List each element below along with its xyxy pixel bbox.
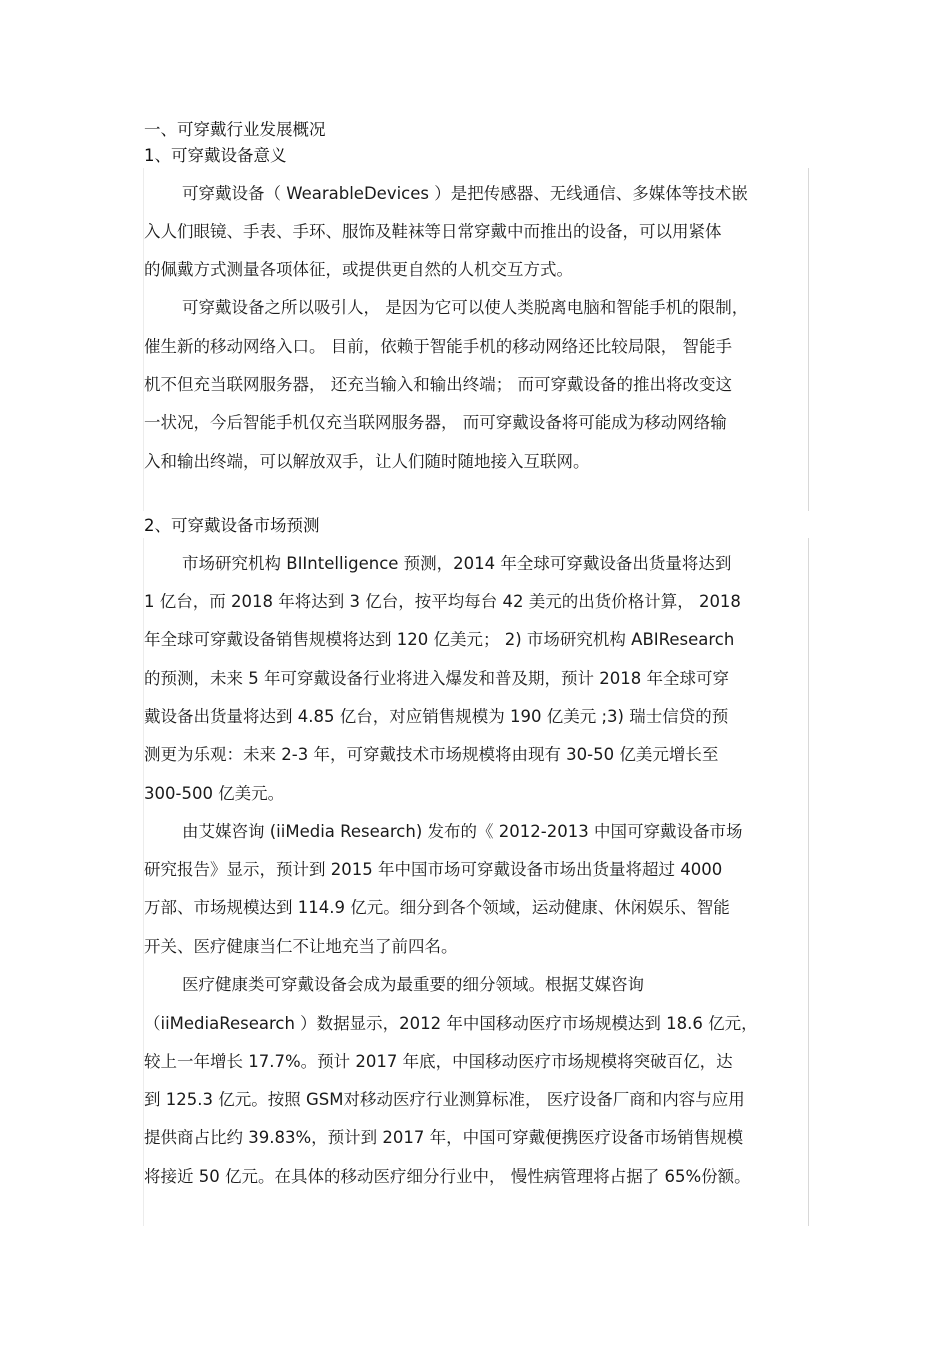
paragraph-line: 的预测，未来 5 年可穿戴设备行业将进入爆发和普及期，预计 2018 年全球可穿 [144,669,729,688]
paragraph-line: 的佩戴方式测量各项体征，或提供更自然的人机交互方式。 [144,260,573,279]
paragraph-line: 医疗健康类可穿戴设备会成为最重要的细分领域。根据艾媒咨询 [182,975,644,994]
paragraph-line: 年全球可穿戴设备销售规模将达到 120 亿美元； 2) 市场研究机构 ABIResearch [144,630,735,649]
paragraph-line: 开关、医疗健康当仁不让地充当了前四名。 [144,937,458,956]
subsection-heading-2: 2、可穿戴设备市场预测 [144,516,320,535]
paragraph-line: 市场研究机构 BIIntelligence 预测，2014 年全球可穿戴设备出货量将达到 [182,554,732,573]
paragraph-line: 戴设备出货量将达到 4.85 亿台，对应销售规模为 190 亿美元 ;3) 瑞士信贷的预 [144,707,729,726]
paragraph-line: 测更为乐观：未来 2-3 年，可穿戴技术市场规模将由现有 30-50 亿美元增长至 [144,745,719,764]
paragraph-line: 将接近 50 亿元。在具体的移动医疗细分行业中， 慢性病管理将占据了 65%份额。 [144,1167,751,1186]
section-heading: 一、可穿戴行业发展概况 [144,120,326,139]
paragraph-line: 较上一年增长 17.7%。预计 2017 年底，中国移动医疗市场规模将突破百亿，达 [144,1052,733,1071]
paragraph-line: 万部、市场规模达到 114.9 亿元。细分到各个领域，运动健康、休闲娱乐、智能 [144,898,730,917]
paragraph-line: 研究报告》显示，预计到 2015 年中国市场可穿戴设备市场出货量将超过 4000 [144,860,723,879]
paragraph-line: 提供商占比约 39.83%，预计到 2017 年，中国可穿戴便携医疗设备市场销售规模 [144,1128,744,1147]
paragraph-line: 入人们眼镜、手表、手环、服饰及鞋袜等日常穿戴中而推出的设备，可以用紧体 [144,222,722,241]
paragraph-line: 300-500 亿美元。 [144,784,285,803]
paragraph-line: 可穿戴设备（ WearableDevices ）是把传感器、无线通信、多媒体等技术嵌 [182,184,748,203]
paragraph-line: 入和输出终端，可以解放双手，让人们随时随地接入互联网。 [144,452,590,471]
paragraph-line: 催生新的移动网络入口。 目前，依赖于智能手机的移动网络还比较局限， 智能手 [144,337,732,356]
paragraph-line: 一状况，今后智能手机仅充当联网服务器， 而可穿戴设备将可能成为移动网络输 [144,413,727,432]
paragraph-line: 1 亿台，而 2018 年将达到 3 亿台，按平均每台 42 美元的出货价格计算， 2018 [144,592,741,611]
paragraph-line: 机不但充当联网服务器， 还充当输入和输出终端； 而可穿戴设备的推出将改变这 [144,375,732,394]
subsection-heading-1: 1、可穿戴设备意义 [144,146,287,165]
paragraph-line: 由艾媒咨询 (iiMedia Research) 发布的《 2012-2013 中国可穿戴设备市场 [182,822,743,841]
paragraph-line: （iiMediaResearch ）数据显示，2012 年中国移动医疗市场规模达到 18.6 亿元， [144,1014,758,1033]
paragraph-line: 到 125.3 亿元。按照 GSM对移动医疗行业测算标准， 医疗设备厂商和内容与应用 [144,1090,745,1109]
paragraph-line: 可穿戴设备之所以吸引人， 是因为它可以使人类脱离电脑和智能手机的限制， [182,298,749,317]
